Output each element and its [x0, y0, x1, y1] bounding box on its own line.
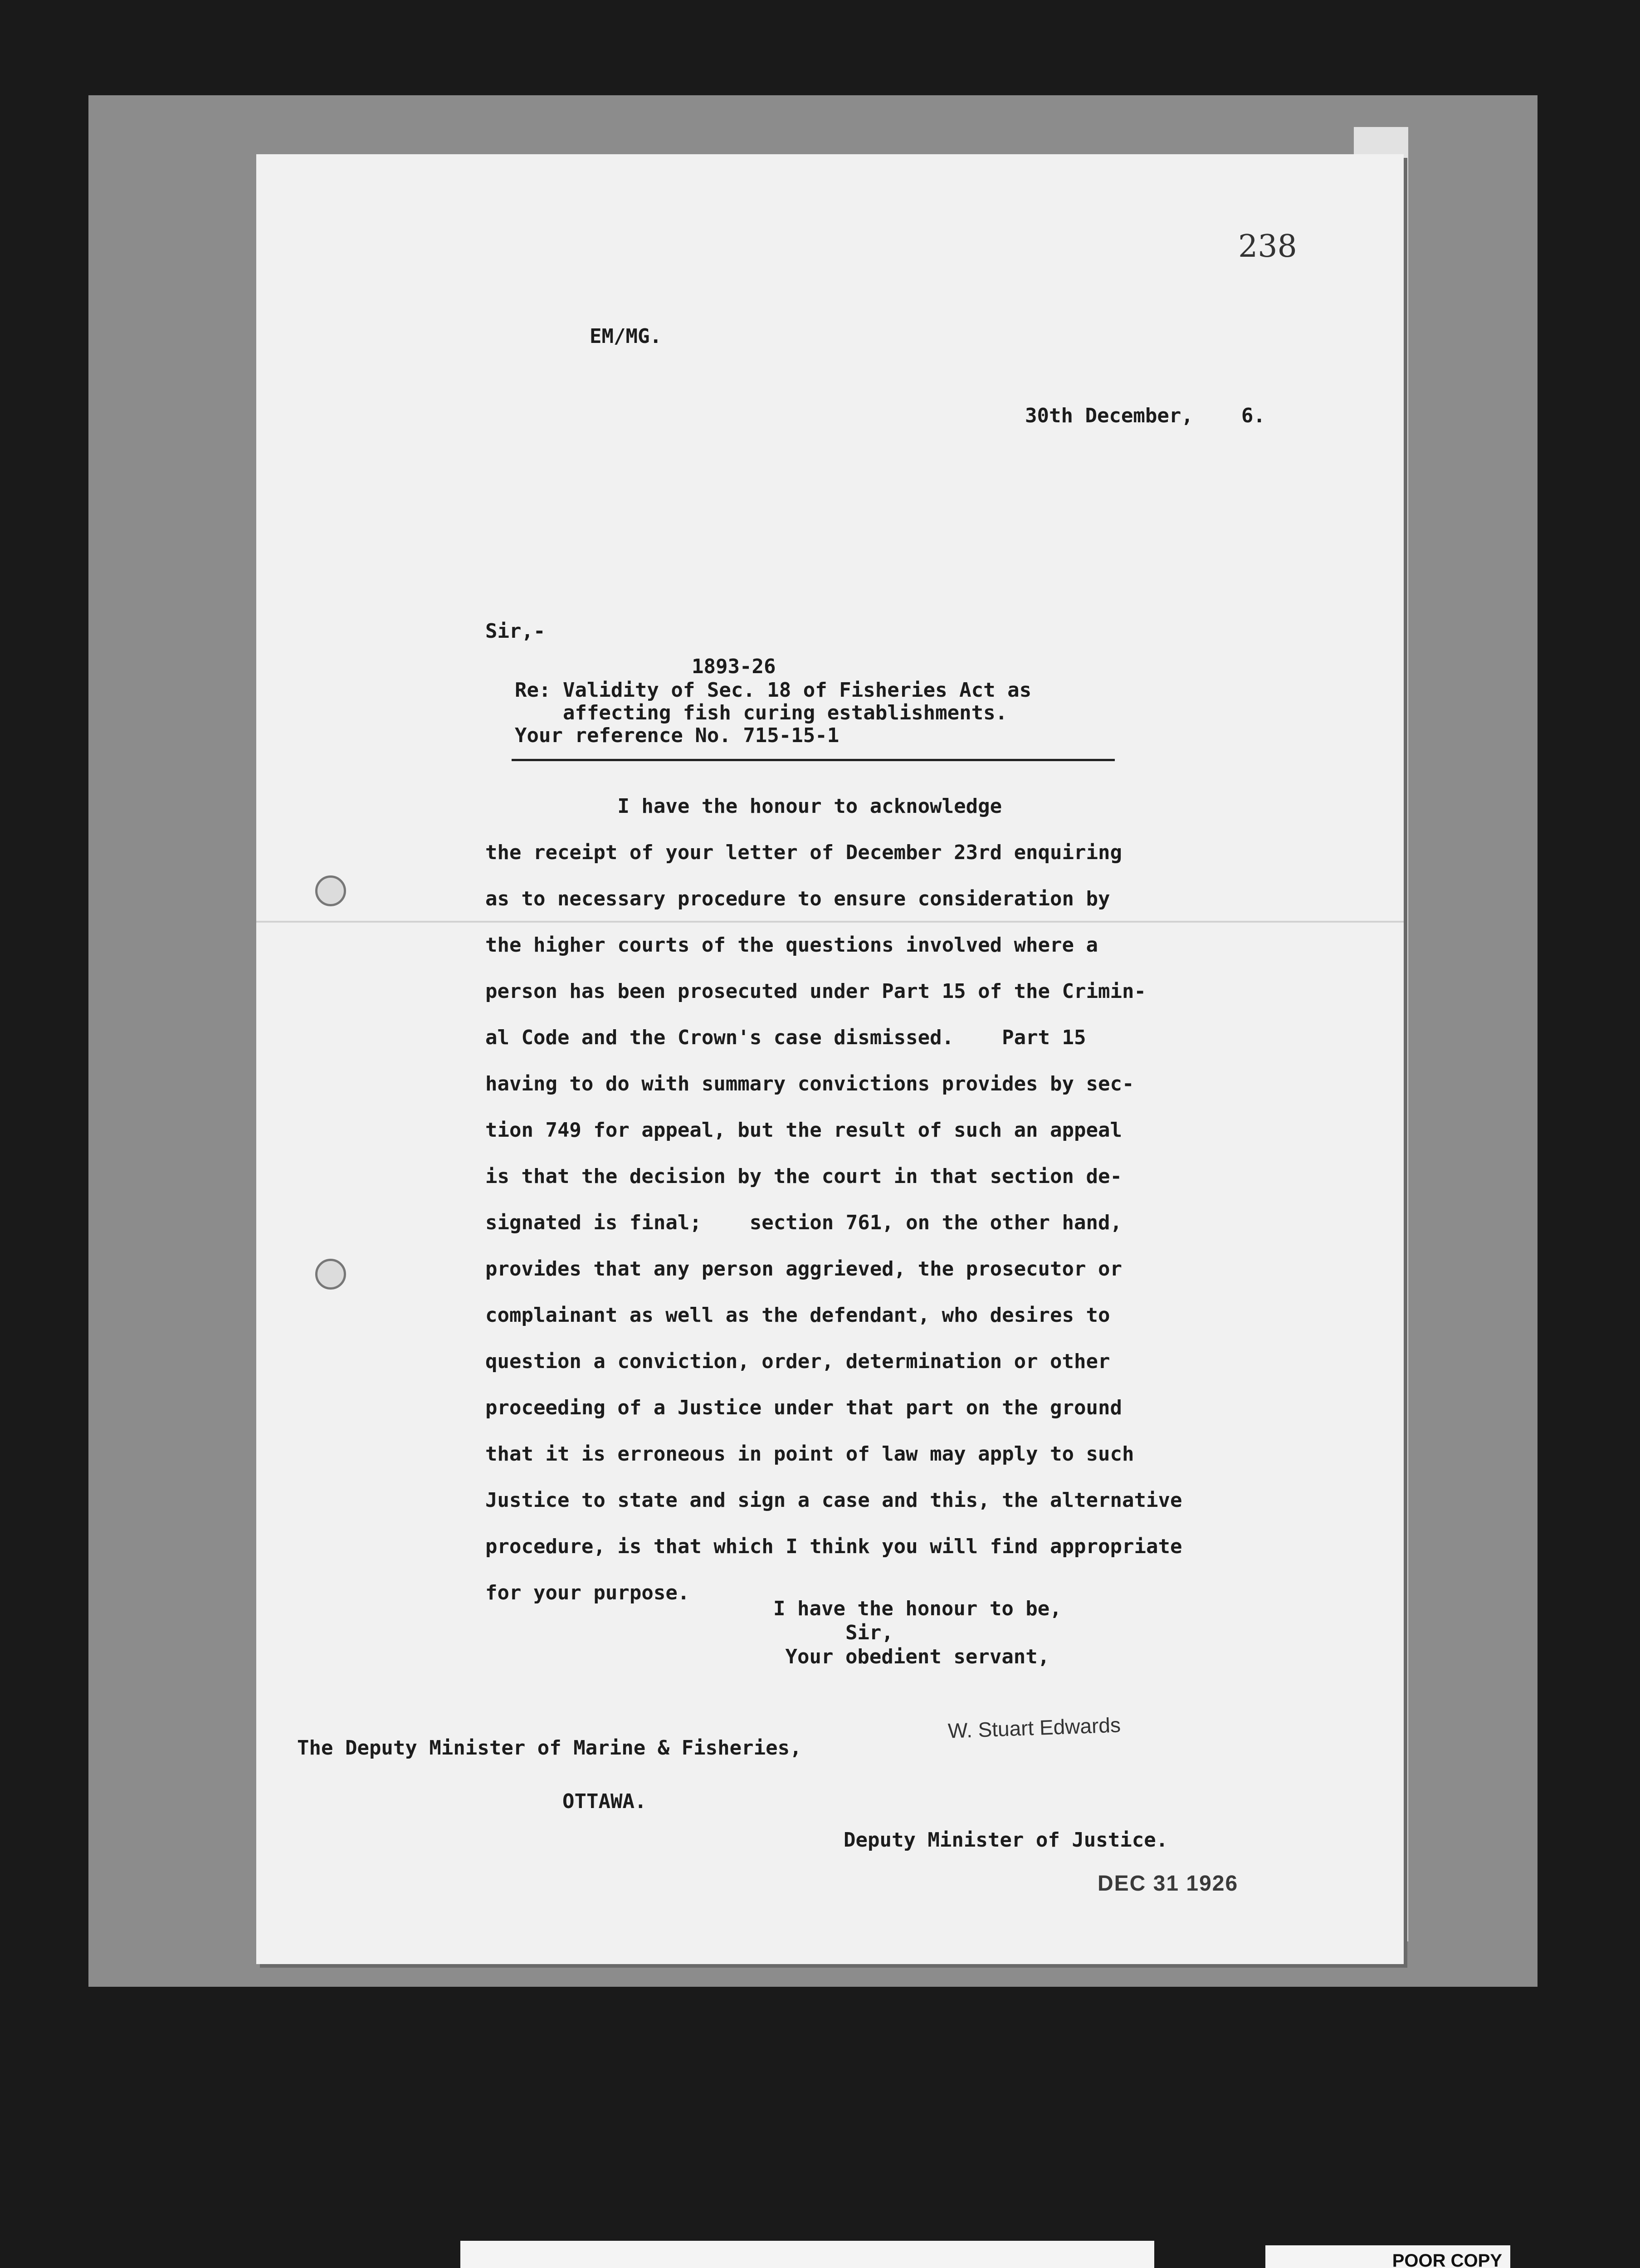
- signature: W. Stuart Edwards: [947, 1713, 1121, 1743]
- letter-date: 30th December, 6.: [1025, 404, 1265, 427]
- closing-sir: Sir,: [773, 1621, 893, 1644]
- addressee-city: OTTAWA.: [562, 1790, 647, 1813]
- body-line: tion 749 for appeal, but the result of such an appeal: [485, 1119, 1122, 1142]
- salutation: Sir,-: [485, 620, 546, 643]
- body-line: the higher courts of the questions involved where a: [485, 934, 1098, 957]
- body-line: person has been prosecuted under Part 15 of the Crimin-: [485, 980, 1146, 1003]
- received-stamp: DEC 31 1926: [1098, 1872, 1239, 1896]
- subject-reference: Your reference No. 715-15-1: [515, 724, 840, 747]
- body-line: al Code and the Crown's case dismissed. Part 15: [485, 1026, 1086, 1049]
- subject-underline: [512, 759, 1115, 761]
- body-line: question a conviction, order, determination or other: [485, 1350, 1110, 1373]
- punch-hole-icon: [315, 1259, 346, 1290]
- body-line: the receipt of your letter of December 23rd enquiring: [485, 841, 1122, 864]
- poor-copy-label: [1265, 2245, 1510, 2268]
- body-line: is that the decision by the court in that section de-: [485, 1165, 1122, 1188]
- closing-line: I have the honour to be,: [773, 1597, 1062, 1620]
- closing-servant: Your obedient servant,: [773, 1645, 1050, 1668]
- body-line: that it is erroneous in point of law may apply to such: [485, 1442, 1134, 1466]
- page-number: 238: [1238, 229, 1297, 264]
- body-line: proceeding of a Justice under that part on the ground: [485, 1396, 1122, 1419]
- archive-label: [460, 2241, 1154, 2268]
- file-reference: EM/MG.: [590, 325, 662, 348]
- file-number: 1893-26: [692, 655, 776, 678]
- body-line: having to do with summary convictions provides by sec-: [485, 1072, 1134, 1095]
- body-line: for your purpose.: [485, 1581, 690, 1604]
- addressee: The Deputy Minister of Marine & Fisheries,: [297, 1736, 802, 1760]
- body-line: signated is final; section 761, on the other hand,: [485, 1211, 1122, 1234]
- body-line: as to necessary procedure to ensure consideration by: [485, 887, 1110, 910]
- body-line: provides that any person aggrieved, the prosecutor or: [485, 1257, 1122, 1281]
- fold-line: [256, 921, 1404, 923]
- subject-line: affecting fish curing establishments.: [515, 701, 1008, 724]
- poor-copy-line: POOR COPY: [1392, 2251, 1502, 2268]
- body-line: I have the honour to acknowledge: [485, 795, 1002, 818]
- punch-hole-icon: [315, 875, 346, 906]
- letter-page: [256, 154, 1404, 1964]
- subject-line: Re: Validity of Sec. 18 of Fisheries Act as: [515, 679, 1032, 702]
- signatory-title: Deputy Minister of Justice.: [844, 1828, 1168, 1852]
- body-line: complainant as well as the defendant, who desires to: [485, 1304, 1110, 1327]
- body-line: Justice to state and sign a case and this, the alternative: [485, 1489, 1182, 1512]
- body-line: procedure, is that which I think you will find appropriate: [485, 1535, 1182, 1558]
